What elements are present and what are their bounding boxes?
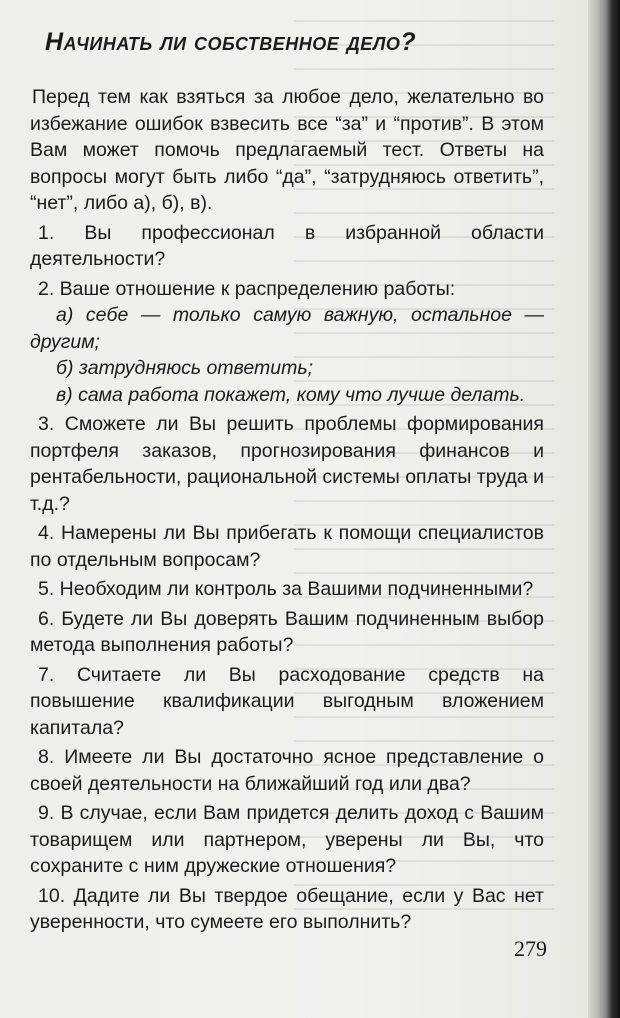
page-number: 279 bbox=[514, 936, 547, 961]
question-7: 7. Считаете ли Вы расходование средств на повышение квалификации выгодным вложением капитала? bbox=[30, 663, 544, 739]
page-title: Начинать ли собственное дело? bbox=[45, 28, 417, 56]
question-3: 3. Сможете ли Вы решить проблемы формирования портфеля заказов, прогнозирования финансов и рентабельности, рациональной системы оплаты труда и т.д.? bbox=[30, 413, 544, 515]
book-spine-edge bbox=[588, 0, 620, 1018]
test-body bbox=[30, 84, 544, 936]
question-8: 8. Имеете ли Вы достаточно ясное представление о своей деятельности на ближайший год или два? bbox=[30, 746, 544, 795]
question-5: 5. Необходим ли контроль за Вашими подчиненными? bbox=[38, 578, 534, 600]
intro-paragraph: Перед тем как взяться за любое дело, желательно во избежание ошибок взвесить все “за” и “против”. В этом Вам может помочь предлагаемый тест. Ответы на вопросы могут быть либо “да”, “затрудняюсь ответить”, “нет”, либо а), б), в). bbox=[30, 86, 544, 214]
question-6: 6. Будете ли Вы доверять Вашим подчиненным выбор метода выполнения работы? bbox=[30, 607, 544, 656]
question-10: 10. Дадите ли Вы твердое обещание, если у Вас нет уверенности, что сумеете его выполнить? bbox=[30, 884, 544, 933]
question-2-option-b: б) затрудняюсь ответить; bbox=[56, 357, 314, 379]
question-1: 1. Вы профессионал в избранной области деятельности? bbox=[30, 221, 544, 270]
question-2-option-c: в) сама работа покажет, кому что лучше делать. bbox=[56, 383, 526, 406]
question-2-option-a: а) себе — только самую важную, остальное — другим; bbox=[30, 304, 544, 353]
question-4: 4. Намерены ли Вы прибегать к помощи специалистов по отдельным вопросам? bbox=[30, 522, 544, 571]
question-9: 9. В случае, если Вам придется делить доход с Вашим товарищем или партнером, уверены ли Вы, что сохраните с ним дружеские отношения? bbox=[30, 802, 544, 877]
question-2: 2. Ваше отношение к распределению работы: bbox=[38, 277, 456, 300]
